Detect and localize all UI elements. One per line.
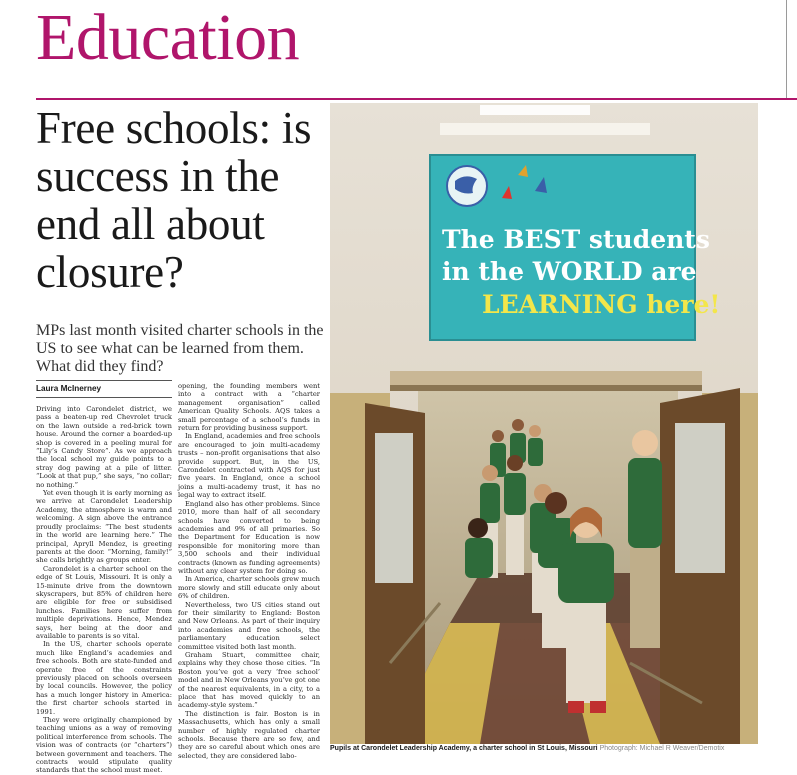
paragraph: Nevertheless, two US cities stand out for their similarity to England: Boston and New Orleans. As part of their inquiry into academies and free schools, the parliamentary education select committee visited both last month. xyxy=(178,600,320,651)
paragraph: Graham Stuart, committee chair, explains why they chose those cities. “In Boston you’ve got a very ‘free school’ model and in New Orleans you’ve got one of the nearest equivalents, in a city, to a place that has moved quickly to an academy-style system.” xyxy=(178,651,320,710)
caption-credit: Photograph: Michael R Weaver/Demotix xyxy=(599,745,725,752)
standfirst: MPs last month visited charter schools in the US to see what can be learned from them. What did they find? xyxy=(36,322,324,375)
corner-line xyxy=(786,0,787,98)
banner-line-2: in the WORLD are xyxy=(442,257,697,286)
banner-line-3: LEARNING here! xyxy=(482,290,721,319)
byline-rule-top xyxy=(36,380,172,381)
school-corridor-photo xyxy=(330,103,758,744)
body-column-middle xyxy=(178,382,320,763)
paragraph: England also has other problems. Since 2010, more than half of all secondary schools have converted to being academies and 9% of all primaries. So the Department for Education is now responsible for monitoring more than 3,500 schools and their individual contracts (known as funding agreements) without any clear system for doing so. xyxy=(178,499,320,575)
paragraph: opening, the founding members went into a contract with a “charter management organisation” called American Quality Schools. AQS takes a small percentage of a school’s funds in return for providing business support. xyxy=(178,382,320,433)
byline: Laura McInerney xyxy=(36,384,102,393)
paragraph: In England, academies and free schools are encouraged to join multi-academy trusts – non-profit organisations that also provide support. But, in the US, Carondelet contracted with AQS for just five years. In England, once a school joins a multi-academy trust, it has no legal way to extract itself. xyxy=(178,432,320,500)
banner-line-1: The BEST students xyxy=(442,225,710,254)
paragraph: Driving into Carondelet district, we pass a beaten-up red Chevrolet truck on the lawn outside a red-brick town house. Around the corner a boarded-up shop is covered in a peeling mural for “Lily’s Candy Store”. As we approach the local school my guide points to a stray dog pawing at a pile of litter. “Look at that pup,” she says, “no collar; no nothing.” xyxy=(36,405,172,489)
paragraph: Yet even though it is early morning as we arrive at Carondelet Leadership Academy, the atmosphere is warm and welcoming. A sign above the entrance proudly proclaims: “The best students in the world are learning here.” The principal, Apryll Mendez, is greeting parents at the door. “Morning, family!” she calls brightly as groups enter. xyxy=(36,489,172,565)
section-rule xyxy=(36,98,797,100)
photo-caption xyxy=(330,745,758,753)
body-column-left xyxy=(36,405,172,775)
paragraph: In America, charter schools grew much more slowly and still educate only about 6% of children. xyxy=(178,575,320,601)
section-title: Education xyxy=(36,1,300,74)
paragraph: They were originally championed by teaching unions as a way of removing political interference from schools. The vision was of contracts (or “charters”) between government and teachers. The contracts would stipulate quality standards that the school must meet. xyxy=(36,716,172,775)
caption-text: Pupils at Carondelet Leadership Academy, a charter school in St Louis, Missouri xyxy=(330,745,598,752)
paragraph: Carondelet is a charter school on the edge of St Louis, Missouri. It is only a 15-minute drive from the downtown skyscrapers, but 85% of children here are eligible for free or subsidised lunches. Families here suffer from multiple deprivations. Hence, Mendez says, her being at the door and available to parents is so vital. xyxy=(36,564,172,640)
paragraph: In the US, charter schools operate much like England’s academies and free schools. Both are state-funded and operate free of the constraints previously placed on schools overseen by local councils. However, the policy has a much longer history in America: the first charter schools started in 1991. xyxy=(36,640,172,716)
headline: Free schools: is success in the end all about closure? xyxy=(36,103,312,297)
paragraph: The distinction is fair. Boston is in Massachusetts, which has only a small number of highly regulated charter schools. Because there are so few, and they are so careful about which ones are selected, they are considered labo- xyxy=(178,709,320,760)
byline-rule-bottom xyxy=(36,397,172,398)
